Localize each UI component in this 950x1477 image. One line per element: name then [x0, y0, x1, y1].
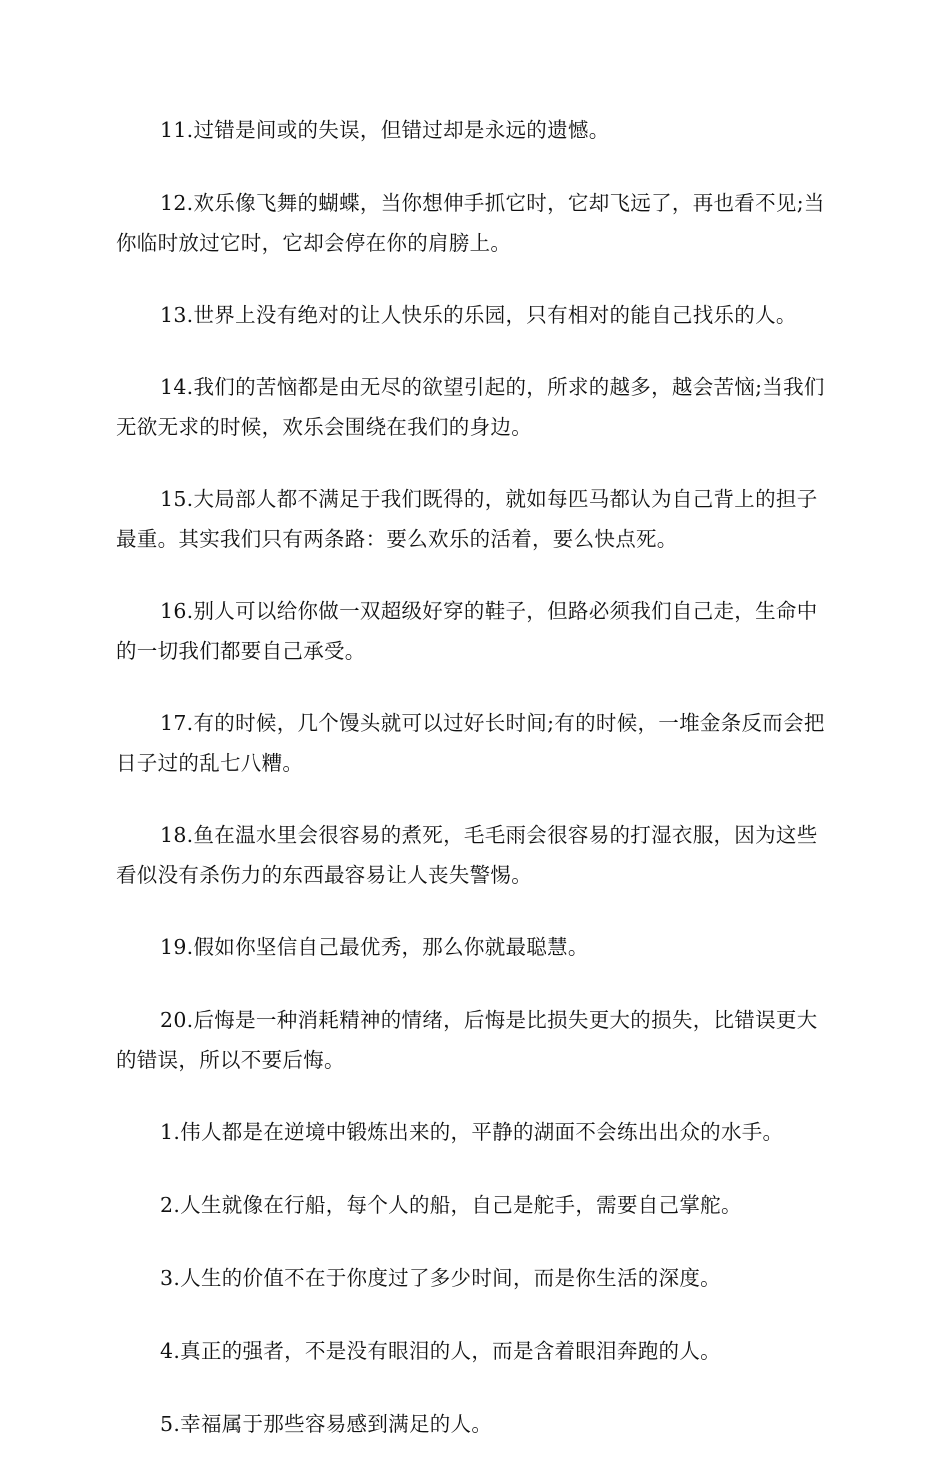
- paragraph-14: 14.我们的苦恼都是由无尽的欲望引起的，所求的越多，越会苦恼;当我们无欲无求的时候，欢乐会围绕在我们的身边。: [116, 375, 825, 439]
- paragraph-3: 3.人生的价值不在于你度过了多少时间，而是你生活的深度。: [160, 1266, 721, 1290]
- paragraph-16: 16.别人可以给你做一双超级好穿的鞋子，但路必须我们自己走，生命中的一切我们都要自己承受。: [116, 599, 818, 663]
- paragraph-5: 5.幸福属于那些容易感到满足的人。: [160, 1412, 493, 1436]
- paragraph-15: 15.大局部人都不满足于我们既得的，就如每匹马都认为自己背上的担子最重。其实我们只有两条路：要么欢乐的活着，要么快点死。: [116, 487, 818, 551]
- document-body: [116, 110, 838, 1477]
- paragraph-4: 4.真正的强者，不是没有眼泪的人，而是含着眼泪奔跑的人。: [160, 1339, 721, 1363]
- paragraph-13: 13.世界上没有绝对的让人快乐的乐园，只有相对的能自己找乐的人。: [160, 303, 797, 327]
- paragraph-11: 11.过错是间或的失误，但错过却是永远的遗憾。: [160, 118, 610, 142]
- paragraph-20: 20.后悔是一种消耗精神的情绪，后悔是比损失更大的损失，比错误更大的错误，所以不要后悔。: [116, 1008, 818, 1072]
- paragraph-17: 17.有的时候，几个馒头就可以过好长时间;有的时候，一堆金条反而会把日子过的乱七八糟。: [116, 711, 825, 775]
- paragraph-18: 18.鱼在温水里会很容易的煮死，毛毛雨会很容易的打湿衣服，因为这些看似没有杀伤力的东西最容易让人丧失警惕。: [116, 823, 818, 887]
- paragraph-1: 1.伟人都是在逆境中锻炼出来的，平静的湖面不会练出出众的水手。: [160, 1120, 784, 1144]
- paragraph-12: 12.欢乐像飞舞的蝴蝶，当你想伸手抓它时，它却飞远了，再也看不见;当你临时放过它时，它却会停在你的肩膀上。: [116, 191, 825, 255]
- paragraph-19: 19.假如你坚信自己最优秀，那么你就最聪慧。: [160, 935, 589, 959]
- paragraph-2: 2.人生就像在行船，每个人的船，自己是舵手，需要自己掌舵。: [160, 1193, 742, 1217]
